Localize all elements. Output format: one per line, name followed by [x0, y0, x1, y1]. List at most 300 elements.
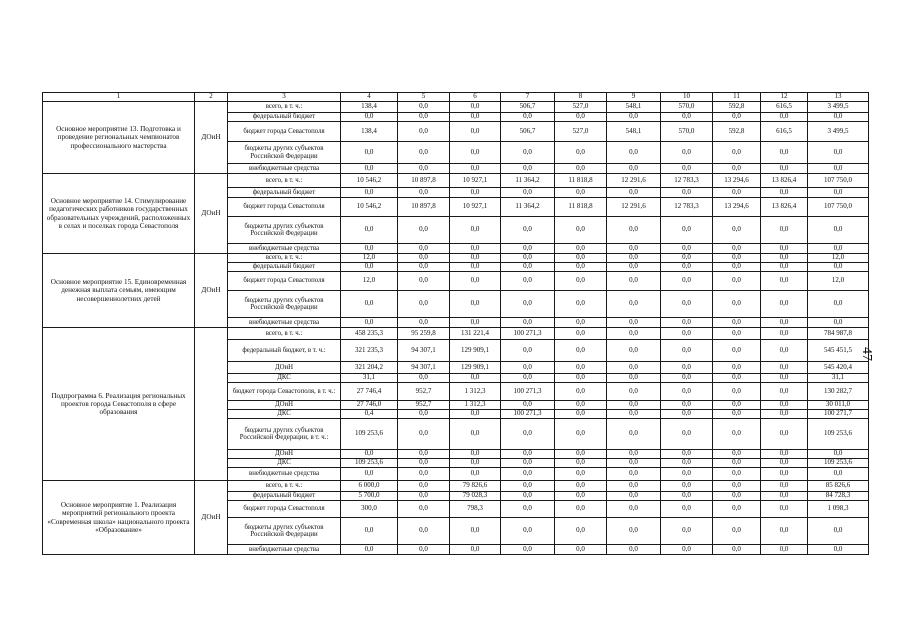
- value-cell: 0,0: [761, 263, 808, 272]
- value-cell: 0,0: [450, 164, 501, 174]
- value-cell: 0,0: [713, 142, 761, 164]
- value-cell: 0,0: [713, 374, 761, 383]
- value-cell: 0,0: [607, 518, 661, 545]
- value-cell: 0,0: [761, 318, 808, 328]
- value-cell: 0,0: [713, 263, 761, 272]
- value-cell: 0,4: [341, 410, 398, 419]
- value-cell: 0,0: [501, 113, 555, 122]
- value-cell: 616,5: [761, 122, 808, 142]
- value-cell: 0,0: [607, 450, 661, 459]
- header-cell: 9: [607, 93, 661, 102]
- value-cell: 0,0: [607, 459, 661, 468]
- value-cell: 0,0: [761, 328, 808, 340]
- value-cell: 27 746,4: [341, 383, 398, 401]
- value-cell: 0,0: [398, 102, 450, 113]
- value-cell: 0,0: [761, 272, 808, 291]
- value-cell: 27 746,0: [341, 401, 398, 410]
- value-cell: 0,0: [661, 318, 713, 328]
- value-cell: 31,1: [808, 374, 869, 383]
- value-cell: 0,0: [661, 459, 713, 468]
- value-cell: 0,0: [761, 188, 808, 198]
- value-cell: 0,0: [607, 291, 661, 318]
- value-cell: 0,0: [555, 501, 607, 518]
- value-cell: 100 271,3: [501, 383, 555, 401]
- value-cell: 0,0: [713, 419, 761, 450]
- value-cell: 0,0: [555, 164, 607, 174]
- value-cell: 0,0: [555, 362, 607, 374]
- value-cell: 0,0: [501, 272, 555, 291]
- value-cell: 0,0: [450, 122, 501, 142]
- value-cell: 784 987,8: [808, 328, 869, 340]
- value-cell: 11 364,2: [501, 174, 555, 188]
- value-cell: 0,0: [607, 492, 661, 501]
- value-cell: 0,0: [450, 291, 501, 318]
- value-cell: 0,0: [501, 401, 555, 410]
- value-cell: 0,0: [555, 419, 607, 450]
- value-cell: 0,0: [761, 492, 808, 501]
- value-cell: 0,0: [761, 142, 808, 164]
- value-cell: 952,7: [398, 383, 450, 401]
- funding-source-cell: всего, в т. ч.:: [228, 328, 341, 340]
- value-cell: 0,0: [450, 459, 501, 468]
- value-cell: 12,0: [808, 272, 869, 291]
- value-cell: 12 291,6: [607, 198, 661, 217]
- value-cell: 0,0: [501, 459, 555, 468]
- value-cell: 11 818,8: [555, 198, 607, 217]
- value-cell: 0,0: [761, 217, 808, 244]
- value-cell: 0,0: [761, 459, 808, 468]
- funding-source-cell: всего, в т. ч.:: [228, 174, 341, 188]
- value-cell: 13 294,6: [713, 174, 761, 188]
- value-cell: 10 897,8: [398, 198, 450, 217]
- value-cell: 0,0: [501, 217, 555, 244]
- value-cell: 0,0: [713, 501, 761, 518]
- value-cell: 0,0: [808, 468, 869, 481]
- value-cell: 527,0: [555, 102, 607, 113]
- value-cell: 94 307,1: [398, 340, 450, 362]
- value-cell: 0,0: [713, 383, 761, 401]
- value-cell: 0,0: [607, 254, 661, 263]
- value-cell: 0,0: [761, 419, 808, 450]
- value-cell: 0,0: [341, 113, 398, 122]
- value-cell: 0,0: [341, 217, 398, 244]
- value-cell: 31,1: [341, 374, 398, 383]
- value-cell: 0,0: [501, 450, 555, 459]
- value-cell: 0,0: [713, 481, 761, 492]
- value-cell: 0,0: [661, 518, 713, 545]
- value-cell: 0,0: [450, 263, 501, 272]
- value-cell: 0,0: [501, 374, 555, 383]
- funding-source-cell: федеральный бюджет: [228, 113, 341, 122]
- value-cell: 0,0: [808, 545, 869, 555]
- value-cell: 0,0: [607, 340, 661, 362]
- header-cell: 12: [761, 93, 808, 102]
- value-cell: 506,7: [501, 122, 555, 142]
- value-cell: 952,7: [398, 401, 450, 410]
- value-cell: 0,0: [501, 164, 555, 174]
- value-cell: 300,0: [341, 501, 398, 518]
- value-cell: 0,0: [713, 410, 761, 419]
- value-cell: 0,0: [713, 254, 761, 263]
- value-cell: 0,0: [661, 244, 713, 254]
- value-cell: 0,0: [555, 492, 607, 501]
- value-cell: 0,0: [761, 481, 808, 492]
- value-cell: 0,0: [398, 113, 450, 122]
- value-cell: 0,0: [341, 318, 398, 328]
- value-cell: 0,0: [398, 481, 450, 492]
- value-cell: 0,0: [450, 545, 501, 555]
- value-cell: 79 826,6: [450, 481, 501, 492]
- value-cell: 0,0: [713, 113, 761, 122]
- value-cell: 0,0: [607, 142, 661, 164]
- funding-source-cell: ДКС: [228, 374, 341, 383]
- value-cell: 0,0: [450, 410, 501, 419]
- value-cell: 0,0: [607, 217, 661, 244]
- header-cell: 13: [808, 93, 869, 102]
- value-cell: 79 028,3: [450, 492, 501, 501]
- header-cell: 3: [228, 93, 341, 102]
- value-cell: 0,0: [607, 419, 661, 450]
- value-cell: 10 546,2: [341, 174, 398, 188]
- responsible-cell: ДОиН: [195, 254, 228, 328]
- value-cell: 0,0: [661, 383, 713, 401]
- value-cell: 0,0: [761, 410, 808, 419]
- value-cell: 0,0: [555, 188, 607, 198]
- responsible-cell: [195, 328, 228, 481]
- value-cell: 0,0: [713, 450, 761, 459]
- value-cell: 0,0: [450, 318, 501, 328]
- value-cell: 0,0: [761, 164, 808, 174]
- value-cell: 0,0: [607, 468, 661, 481]
- value-cell: 0,0: [341, 291, 398, 318]
- value-cell: 0,0: [761, 501, 808, 518]
- value-cell: 0,0: [398, 164, 450, 174]
- value-cell: 0,0: [808, 518, 869, 545]
- value-cell: 6 000,0: [341, 481, 398, 492]
- header-row: [43, 93, 869, 102]
- value-cell: 0,0: [398, 492, 450, 501]
- value-cell: 527,0: [555, 122, 607, 142]
- funding-source-cell: всего, в т. ч.:: [228, 481, 341, 492]
- value-cell: 10 897,8: [398, 174, 450, 188]
- header-cell: 11: [713, 93, 761, 102]
- value-cell: 109 253,6: [341, 419, 398, 450]
- value-cell: 0,0: [398, 122, 450, 142]
- value-cell: 545 451,5: [808, 340, 869, 362]
- value-cell: 0,0: [713, 272, 761, 291]
- value-cell: 0,0: [761, 113, 808, 122]
- value-cell: 0,0: [713, 362, 761, 374]
- value-cell: 10 927,1: [450, 174, 501, 188]
- value-cell: 0,0: [607, 263, 661, 272]
- value-cell: 12,0: [341, 272, 398, 291]
- value-cell: 616,5: [761, 102, 808, 113]
- value-cell: 0,0: [761, 383, 808, 401]
- value-cell: 0,0: [808, 142, 869, 164]
- value-cell: 0,0: [713, 468, 761, 481]
- header-cell: 10: [661, 93, 713, 102]
- value-cell: 0,0: [607, 481, 661, 492]
- value-cell: 798,3: [450, 501, 501, 518]
- funding-source-cell: бюджет города Севастополя: [228, 122, 341, 142]
- funding-source-cell: ДКС: [228, 459, 341, 468]
- table-body: [43, 93, 869, 555]
- value-cell: 0,0: [450, 113, 501, 122]
- header-cell: 2: [195, 93, 228, 102]
- value-cell: 0,0: [501, 318, 555, 328]
- value-cell: 545 420,4: [808, 362, 869, 374]
- value-cell: 592,8: [713, 102, 761, 113]
- value-cell: 0,0: [501, 254, 555, 263]
- value-cell: 0,0: [341, 142, 398, 164]
- value-cell: 0,0: [555, 468, 607, 481]
- value-cell: 0,0: [341, 518, 398, 545]
- value-cell: 0,0: [555, 450, 607, 459]
- value-cell: 0,0: [607, 244, 661, 254]
- value-cell: 0,0: [501, 518, 555, 545]
- value-cell: 0,0: [607, 410, 661, 419]
- value-cell: 0,0: [761, 340, 808, 362]
- funding-source-cell: бюджеты других субъектов Российской Федерации: [228, 142, 341, 164]
- value-cell: 0,0: [761, 468, 808, 481]
- activity-name-cell: Основное мероприятие 13. Подготовка и проведение региональных чемпионатов профессионального мастерства: [43, 102, 195, 174]
- value-cell: 138,4: [341, 122, 398, 142]
- value-cell: 0,0: [555, 254, 607, 263]
- value-cell: 0,0: [398, 468, 450, 481]
- responsible-cell: ДОиН: [195, 174, 228, 254]
- value-cell: 0,0: [501, 263, 555, 272]
- funding-source-cell: бюджет города Севастополя: [228, 501, 341, 518]
- value-cell: 0,0: [607, 328, 661, 340]
- value-cell: 0,0: [501, 419, 555, 450]
- value-cell: 0,0: [450, 272, 501, 291]
- value-cell: 12 783,3: [661, 198, 713, 217]
- value-cell: 0,0: [555, 374, 607, 383]
- value-cell: 3 499,5: [808, 102, 869, 113]
- value-cell: 3 499,5: [808, 122, 869, 142]
- value-cell: 0,0: [661, 164, 713, 174]
- value-cell: 5 700,0: [341, 492, 398, 501]
- funding-source-cell: бюджеты других субъектов Российской Федерации: [228, 518, 341, 545]
- value-cell: 0,0: [661, 340, 713, 362]
- value-cell: 458 235,3: [341, 328, 398, 340]
- value-cell: 570,0: [661, 102, 713, 113]
- value-cell: 0,0: [450, 102, 501, 113]
- value-cell: 0,0: [713, 217, 761, 244]
- value-cell: 0,0: [713, 188, 761, 198]
- page-number: 47: [859, 347, 874, 361]
- value-cell: 0,0: [450, 142, 501, 164]
- value-cell: 0,0: [808, 318, 869, 328]
- value-cell: 0,0: [607, 272, 661, 291]
- header-cell: 4: [341, 93, 398, 102]
- value-cell: 0,0: [713, 518, 761, 545]
- value-cell: 0,0: [398, 419, 450, 450]
- budget-table: [42, 92, 869, 555]
- value-cell: 0,0: [661, 545, 713, 555]
- value-cell: 0,0: [761, 374, 808, 383]
- value-cell: 0,0: [808, 164, 869, 174]
- value-cell: 0,0: [713, 291, 761, 318]
- table-row: [43, 328, 869, 340]
- value-cell: 0,0: [341, 188, 398, 198]
- value-cell: 0,0: [398, 272, 450, 291]
- value-cell: 100 271,3: [501, 410, 555, 419]
- value-cell: 0,0: [555, 401, 607, 410]
- value-cell: 0,0: [607, 545, 661, 555]
- value-cell: 12,0: [341, 254, 398, 263]
- value-cell: 11 818,8: [555, 174, 607, 188]
- value-cell: 0,0: [450, 419, 501, 450]
- value-cell: 0,0: [713, 401, 761, 410]
- value-cell: 0,0: [661, 501, 713, 518]
- value-cell: 0,0: [661, 419, 713, 450]
- value-cell: 0,0: [661, 401, 713, 410]
- value-cell: 0,0: [607, 362, 661, 374]
- value-cell: 129 909,1: [450, 362, 501, 374]
- value-cell: 548,1: [607, 122, 661, 142]
- activity-name-cell: Основное мероприятие 1. Реализация мероприятий регионального проекта «Современная школа» национального проекта «Образование»: [43, 481, 195, 555]
- value-cell: 100 271,7: [808, 410, 869, 419]
- value-cell: 0,0: [398, 142, 450, 164]
- value-cell: 13 826,4: [761, 198, 808, 217]
- budget-table-sheet: [42, 92, 858, 555]
- value-cell: 12 291,6: [607, 174, 661, 188]
- value-cell: 0,0: [555, 328, 607, 340]
- value-cell: 0,0: [398, 459, 450, 468]
- value-cell: 0,0: [661, 113, 713, 122]
- value-cell: 0,0: [607, 501, 661, 518]
- value-cell: 0,0: [555, 272, 607, 291]
- value-cell: 130 282,7: [808, 383, 869, 401]
- value-cell: 0,0: [555, 113, 607, 122]
- responsible-cell: ДОиН: [195, 102, 228, 174]
- value-cell: 94 307,1: [398, 362, 450, 374]
- value-cell: 10 927,1: [450, 198, 501, 217]
- value-cell: 0,0: [661, 374, 713, 383]
- value-cell: 131 221,4: [450, 328, 501, 340]
- value-cell: 0,0: [555, 481, 607, 492]
- value-cell: 0,0: [808, 450, 869, 459]
- value-cell: 0,0: [661, 254, 713, 263]
- header-cell: 8: [555, 93, 607, 102]
- value-cell: 0,0: [713, 244, 761, 254]
- value-cell: 138,4: [341, 102, 398, 113]
- value-cell: 0,0: [341, 450, 398, 459]
- funding-source-cell: бюджет города Севастополя: [228, 198, 341, 217]
- value-cell: 0,0: [607, 401, 661, 410]
- value-cell: 0,0: [398, 263, 450, 272]
- value-cell: 0,0: [398, 291, 450, 318]
- funding-source-cell: всего, в т. ч.:: [228, 254, 341, 263]
- value-cell: 0,0: [761, 545, 808, 555]
- value-cell: 0,0: [341, 468, 398, 481]
- value-cell: 0,0: [808, 244, 869, 254]
- value-cell: 0,0: [661, 263, 713, 272]
- funding-source-cell: ДОиН: [228, 362, 341, 374]
- funding-source-cell: бюджет города Севастополя, в т. ч.:: [228, 383, 341, 401]
- value-cell: 0,0: [501, 188, 555, 198]
- value-cell: 13 826,4: [761, 174, 808, 188]
- funding-source-cell: внебюджетные средства: [228, 545, 341, 555]
- value-cell: 12,0: [808, 254, 869, 263]
- funding-source-cell: ДОиН: [228, 450, 341, 459]
- header-cell: 7: [501, 93, 555, 102]
- activity-name-cell: Подпрограмма 6. Реализация региональных проектов города Севастополя в сфере образования: [43, 328, 195, 481]
- activity-name-cell: Основное мероприятие 15. Единовременная денежная выплата семьям, имеющим несовершеннолетних детей: [43, 254, 195, 328]
- value-cell: 0,0: [713, 340, 761, 362]
- value-cell: 129 909,1: [450, 340, 501, 362]
- value-cell: 0,0: [450, 244, 501, 254]
- table-row: [43, 254, 869, 263]
- funding-source-cell: федеральный бюджет, в т. ч.:: [228, 340, 341, 362]
- value-cell: 107 750,0: [808, 174, 869, 188]
- value-cell: 0,0: [607, 383, 661, 401]
- value-cell: 0,0: [501, 244, 555, 254]
- value-cell: 1 312,3: [450, 401, 501, 410]
- value-cell: 0,0: [761, 244, 808, 254]
- value-cell: 0,0: [555, 291, 607, 318]
- value-cell: 0,0: [713, 318, 761, 328]
- value-cell: 109 253,6: [341, 459, 398, 468]
- value-cell: 107 750,0: [808, 198, 869, 217]
- value-cell: 0,0: [761, 362, 808, 374]
- header-cell: 5: [398, 93, 450, 102]
- value-cell: 0,0: [661, 492, 713, 501]
- funding-source-cell: ДОиН: [228, 401, 341, 410]
- header-cell: 6: [450, 93, 501, 102]
- value-cell: 0,0: [808, 263, 869, 272]
- value-cell: 0,0: [808, 188, 869, 198]
- value-cell: 0,0: [661, 291, 713, 318]
- funding-source-cell: федеральный бюджет: [228, 188, 341, 198]
- funding-source-cell: бюджет города Севастополя: [228, 272, 341, 291]
- funding-source-cell: внебюджетные средства: [228, 244, 341, 254]
- value-cell: 0,0: [713, 545, 761, 555]
- value-cell: 0,0: [398, 518, 450, 545]
- funding-source-cell: бюджеты других субъектов Российской Федерации: [228, 291, 341, 318]
- value-cell: 0,0: [398, 188, 450, 198]
- value-cell: 0,0: [661, 450, 713, 459]
- value-cell: 0,0: [555, 410, 607, 419]
- funding-source-cell: всего, в т. ч.:: [228, 102, 341, 113]
- value-cell: 0,0: [450, 217, 501, 244]
- value-cell: 10 546,2: [341, 198, 398, 217]
- value-cell: 0,0: [661, 468, 713, 481]
- value-cell: 0,0: [713, 328, 761, 340]
- value-cell: 0,0: [555, 318, 607, 328]
- value-cell: 321 235,3: [341, 340, 398, 362]
- value-cell: 0,0: [450, 254, 501, 263]
- value-cell: 0,0: [398, 318, 450, 328]
- funding-source-cell: федеральный бюджет: [228, 263, 341, 272]
- value-cell: 0,0: [398, 254, 450, 263]
- value-cell: 0,0: [398, 450, 450, 459]
- value-cell: 0,0: [661, 188, 713, 198]
- funding-source-cell: внебюджетные средства: [228, 468, 341, 481]
- value-cell: 0,0: [450, 450, 501, 459]
- value-cell: 95 259,8: [398, 328, 450, 340]
- funding-source-cell: внебюджетные средства: [228, 164, 341, 174]
- value-cell: 0,0: [761, 518, 808, 545]
- value-cell: 0,0: [607, 113, 661, 122]
- value-cell: 0,0: [555, 244, 607, 254]
- value-cell: 12 783,3: [661, 174, 713, 188]
- value-cell: 0,0: [501, 291, 555, 318]
- funding-source-cell: федеральный бюджет: [228, 492, 341, 501]
- value-cell: 0,0: [501, 468, 555, 481]
- value-cell: 0,0: [398, 410, 450, 419]
